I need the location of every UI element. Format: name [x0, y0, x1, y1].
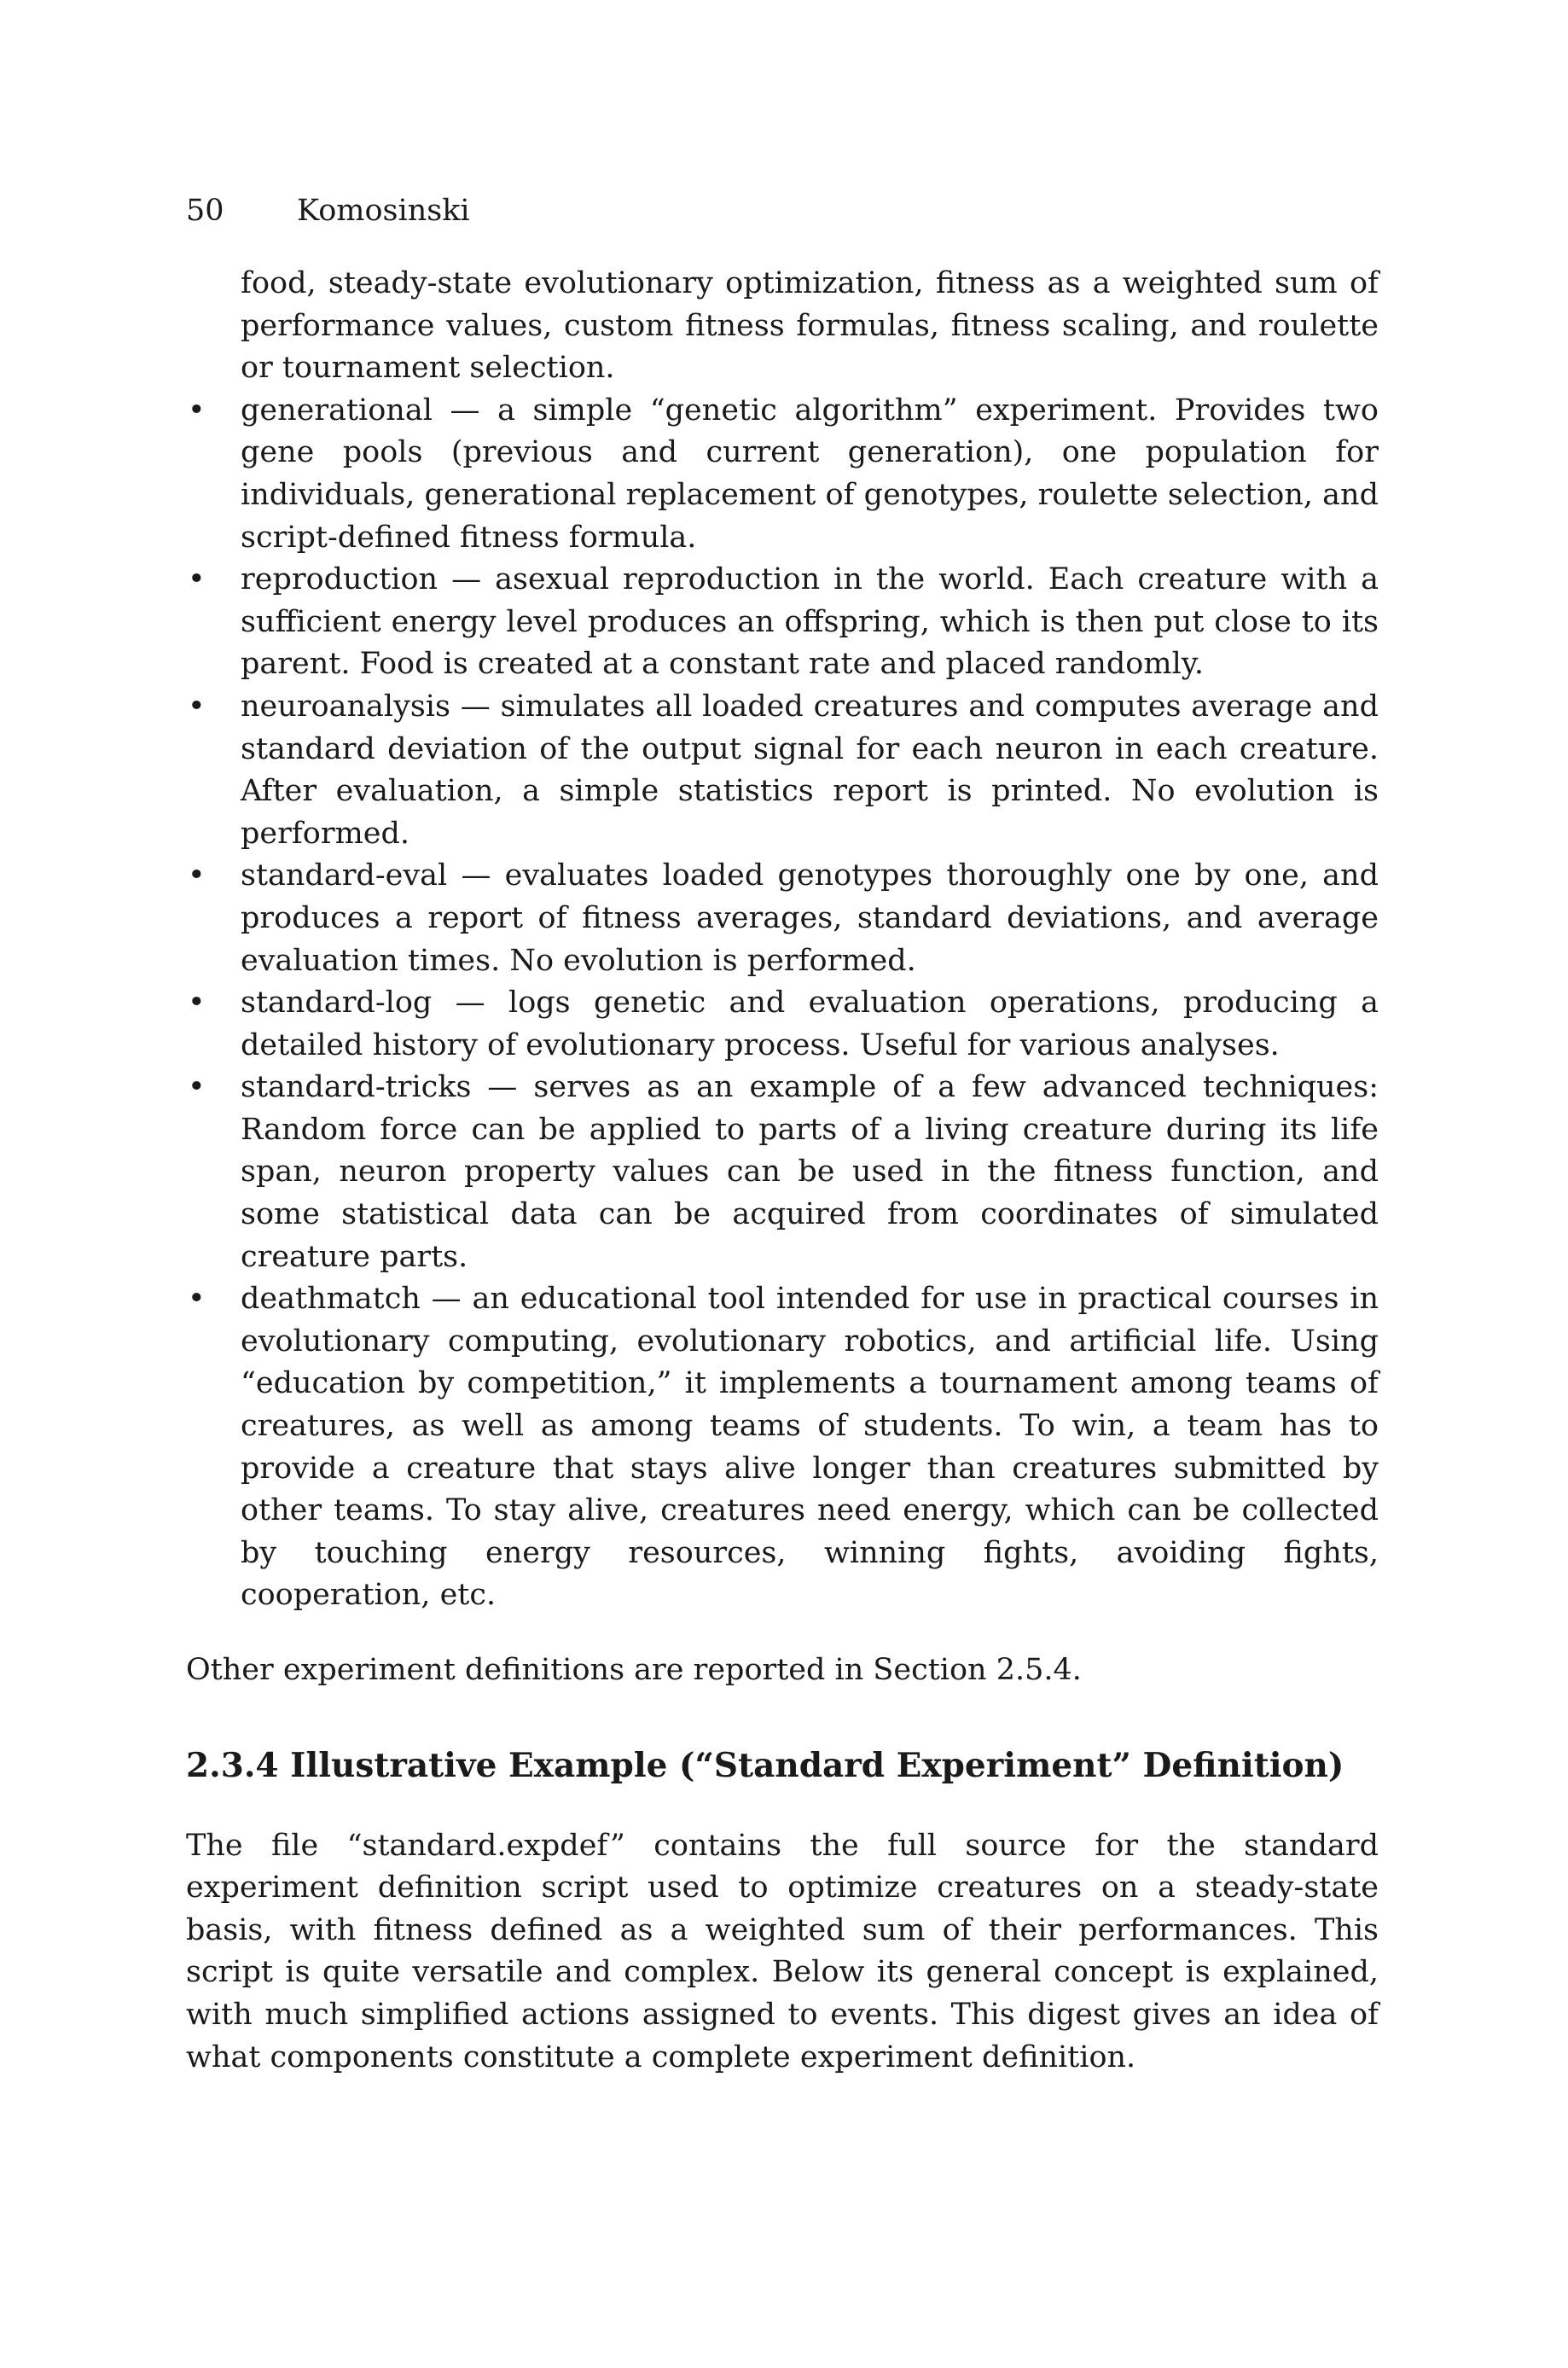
page-number: 50: [186, 194, 224, 228]
section-body-paragraph: The file “standard.expdef” contains the full source for the standard experiment definition script used to optimize creatures on a steady-state basis, with fitness defined as a weighted sum of their performances. This script is quite versatile and complex. Below its general concept is explained, with much simplified actions assigned to events. This digest gives an idea of what components constitute a complete experiment definition.: [186, 1828, 1379, 2074]
list-item-text: deathmatch — an educational tool intended for use in practical courses in evolutionary computing, evolutionary robotics, and artificial life. Using “education by competition,” it implements a tournament among teams of creatures, as well as among teams of students. To win, a team has to provide a creature that stays alive longer than creatures submitted by other teams. To stay alive, creatures need energy, which can be collected by touching energy resources, winning fights, avoiding fights, cooperation, etc.: [241, 1282, 1379, 1613]
list-item: [186, 686, 1379, 855]
list-item-text: standard-log — logs genetic and evaluation operations, producing a detailed history of evolutionary process. Useful for various analyses.: [241, 986, 1379, 1062]
list-item: [186, 982, 1379, 1067]
list-item-text: generational — a simple “genetic algorithm” experiment. Provides two gene pools (previous and current generation), one population for individuals, generational replacement of genotypes, roulette selection, and script-defined fitness formula.: [241, 393, 1379, 555]
section-heading: 2.3.4 Illustrative Example (“Standard Experiment” Definition): [186, 1745, 1344, 1785]
running-head-author: Komosinski: [297, 194, 470, 228]
list-item-text: standard-tricks — serves as an example of a few advanced techniques: Random force can be applied to parts of a living creature during its life span, neuron property values can be used in the fitness function, and some statistical data can be acquired from coordinates of simulated creature parts.: [241, 1070, 1379, 1274]
list-item: [186, 1067, 1379, 1278]
running-header: [186, 189, 470, 232]
bullet-icon: •: [188, 986, 206, 1021]
bullet-icon: •: [188, 393, 206, 428]
list-item: [186, 390, 1379, 559]
continuation-paragraph: food, steady-state evolutionary optimization, fitness as a weighted sum of performance values, custom fitness formulas, fitness scaling, and roulette or tournament selection.: [241, 266, 1379, 386]
list-item-text: standard-eval — evaluates loaded genotypes thoroughly one by one, and produces a report of fitness averages, standard deviations, and average evaluation times. No evolution is performed.: [241, 858, 1379, 978]
experiment-list: [186, 390, 1379, 1617]
page-body: [186, 263, 1379, 2079]
list-item: [186, 855, 1379, 982]
bullet-icon: •: [188, 858, 206, 893]
list-item-text: neuroanalysis — simulates all loaded creatures and computes average and standard deviation of the output signal for each neuron in each creature. After evaluation, a simple statistics report is printed. No evolution is performed.: [241, 689, 1379, 851]
bullet-icon: •: [188, 562, 206, 597]
bullet-icon: •: [188, 1070, 206, 1105]
other-definitions-paragraph: Other experiment definitions are reported in Section 2.5.4.: [186, 1653, 1082, 1687]
list-item-text: reproduction — asexual reproduction in the world. Each creature with a sufficient energy level produces an offspring, which is then put close to its parent. Food is created at a constant rate and placed randomly.: [241, 562, 1379, 682]
bullet-icon: •: [188, 689, 206, 724]
bullet-icon: •: [188, 1282, 206, 1317]
list-item: [186, 1278, 1379, 1617]
list-item: [186, 559, 1379, 686]
